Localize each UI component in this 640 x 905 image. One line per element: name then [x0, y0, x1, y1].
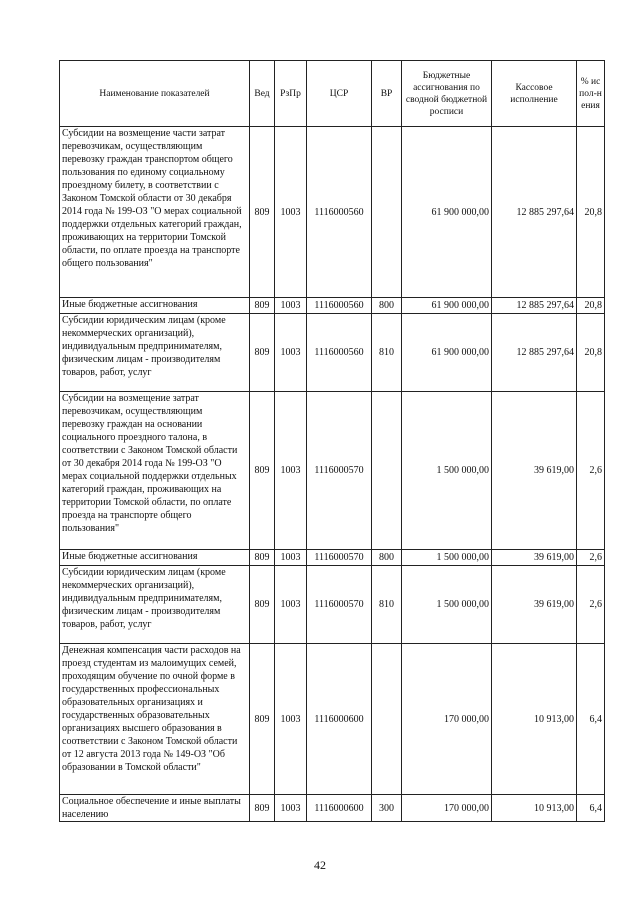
- table-row: [60, 298, 605, 314]
- row-csr: 1116000560: [307, 314, 372, 392]
- row-cash-execution: 39 619,00: [492, 550, 577, 566]
- row-rzpr: 1003: [275, 314, 307, 392]
- row-rzpr: 1003: [275, 644, 307, 795]
- row-rzpr: 1003: [275, 566, 307, 644]
- table-header-row: [60, 61, 605, 127]
- row-name: Субсидии юридическим лицам (кроме некоммерческих организаций), индивидуальным предпринимателям, физическим лицам - производителям товаров, работ, услуг: [60, 314, 250, 392]
- row-ved: 809: [250, 392, 275, 550]
- row-name: Субсидии на возмещение части затрат перевозчикам, осуществляющим перевозку граждан транспортом общего пользования по единому социальному проездному билету, в соответствии с Законом Томской области от 30 декабря 2014 года № 199-ОЗ "О мерах социальной поддержки отдельных категорий граждан, проживающих на территории Томской области, по оплате проезда на транспорте общего пользования": [60, 127, 250, 298]
- row-assignments: 170 000,00: [402, 644, 492, 795]
- row-rzpr: 1003: [275, 795, 307, 822]
- row-percent: 20,8: [577, 127, 605, 298]
- row-csr: 1116000560: [307, 127, 372, 298]
- row-rzpr: 1003: [275, 550, 307, 566]
- row-name: Иные бюджетные ассигнования: [60, 550, 250, 566]
- row-rzpr: 1003: [275, 298, 307, 314]
- header-vr: ВР: [372, 61, 402, 127]
- row-vr: 800: [372, 550, 402, 566]
- row-ved: 809: [250, 550, 275, 566]
- row-name: Субсидии на возмещение затрат перевозчикам, осуществляющим перевозку граждан на основании социального проездного талона, в соответствии с Законом Томской области от 30 декабря 2014 года № 199-ОЗ "О мерах социальной поддержки отдельных категорий граждан, проживающих на территории Томской области, по оплате проезда на транспорте общего пользования": [60, 392, 250, 550]
- header-assignments: Бюджетные ассигнования по сводной бюджетной росписи: [402, 61, 492, 127]
- row-assignments: 61 900 000,00: [402, 127, 492, 298]
- table-row: [60, 566, 605, 644]
- table-row: [60, 127, 605, 298]
- header-rzpr: РзПр: [275, 61, 307, 127]
- row-name: Иные бюджетные ассигнования: [60, 298, 250, 314]
- row-vr: [372, 392, 402, 550]
- header-csr: ЦСР: [307, 61, 372, 127]
- row-ved: 809: [250, 795, 275, 822]
- row-name: Социальное обеспечение и иные выплаты населению: [60, 795, 250, 822]
- row-assignments: 61 900 000,00: [402, 314, 492, 392]
- row-cash-execution: 12 885 297,64: [492, 127, 577, 298]
- row-percent: 6,4: [577, 644, 605, 795]
- row-percent: 2,6: [577, 550, 605, 566]
- table-row: [60, 795, 605, 822]
- row-assignments: 1 500 000,00: [402, 392, 492, 550]
- row-percent: 20,8: [577, 314, 605, 392]
- row-csr: 1116000600: [307, 795, 372, 822]
- row-assignments: 170 000,00: [402, 795, 492, 822]
- table-row: [60, 644, 605, 795]
- row-ved: 809: [250, 298, 275, 314]
- row-vr: 810: [372, 566, 402, 644]
- header-ved: Вед: [250, 61, 275, 127]
- row-csr: 1116000600: [307, 644, 372, 795]
- table-row: [60, 314, 605, 392]
- budget-execution-table: [59, 60, 605, 822]
- header-percent-execution: % испол-нения: [577, 61, 605, 127]
- row-csr: 1116000570: [307, 392, 372, 550]
- row-cash-execution: 39 619,00: [492, 566, 577, 644]
- row-percent: 6,4: [577, 795, 605, 822]
- row-csr: 1116000560: [307, 298, 372, 314]
- row-vr: 300: [372, 795, 402, 822]
- row-assignments: 1 500 000,00: [402, 550, 492, 566]
- row-vr: [372, 127, 402, 298]
- row-cash-execution: 39 619,00: [492, 392, 577, 550]
- row-assignments: 61 900 000,00: [402, 298, 492, 314]
- header-cash-execution: Кассовое исполнение: [492, 61, 577, 127]
- row-name: Субсидии юридическим лицам (кроме некоммерческих организаций), индивидуальным предпринимателям, физическим лицам - производителям товаров, работ, услуг: [60, 566, 250, 644]
- row-cash-execution: 10 913,00: [492, 644, 577, 795]
- row-cash-execution: 12 885 297,64: [492, 298, 577, 314]
- row-vr: 800: [372, 298, 402, 314]
- row-csr: 1116000570: [307, 566, 372, 644]
- row-ved: 809: [250, 127, 275, 298]
- row-rzpr: 1003: [275, 392, 307, 550]
- row-name: Денежная компенсация части расходов на проезд студентам из малоимущих семей, проходящим обучение по очной форме в государственных профессиональных образовательных организациях и государственных образовательных организациях высшего образования в соответствии с Законом Томской области от 12 августа 2013 года № 149-ОЗ "Об образовании в Томской области": [60, 644, 250, 795]
- row-cash-execution: 12 885 297,64: [492, 314, 577, 392]
- row-csr: 1116000570: [307, 550, 372, 566]
- row-rzpr: 1003: [275, 127, 307, 298]
- table-row: [60, 392, 605, 550]
- row-percent: 2,6: [577, 566, 605, 644]
- row-ved: 809: [250, 644, 275, 795]
- row-percent: 2,6: [577, 392, 605, 550]
- header-name: Наименование показателей: [60, 61, 250, 127]
- row-cash-execution: 10 913,00: [492, 795, 577, 822]
- row-ved: 809: [250, 566, 275, 644]
- row-vr: 810: [372, 314, 402, 392]
- row-ved: 809: [250, 314, 275, 392]
- row-percent: 20,8: [577, 298, 605, 314]
- row-vr: [372, 644, 402, 795]
- table-row: [60, 550, 605, 566]
- page-number: 42: [314, 858, 326, 872]
- row-assignments: 1 500 000,00: [402, 566, 492, 644]
